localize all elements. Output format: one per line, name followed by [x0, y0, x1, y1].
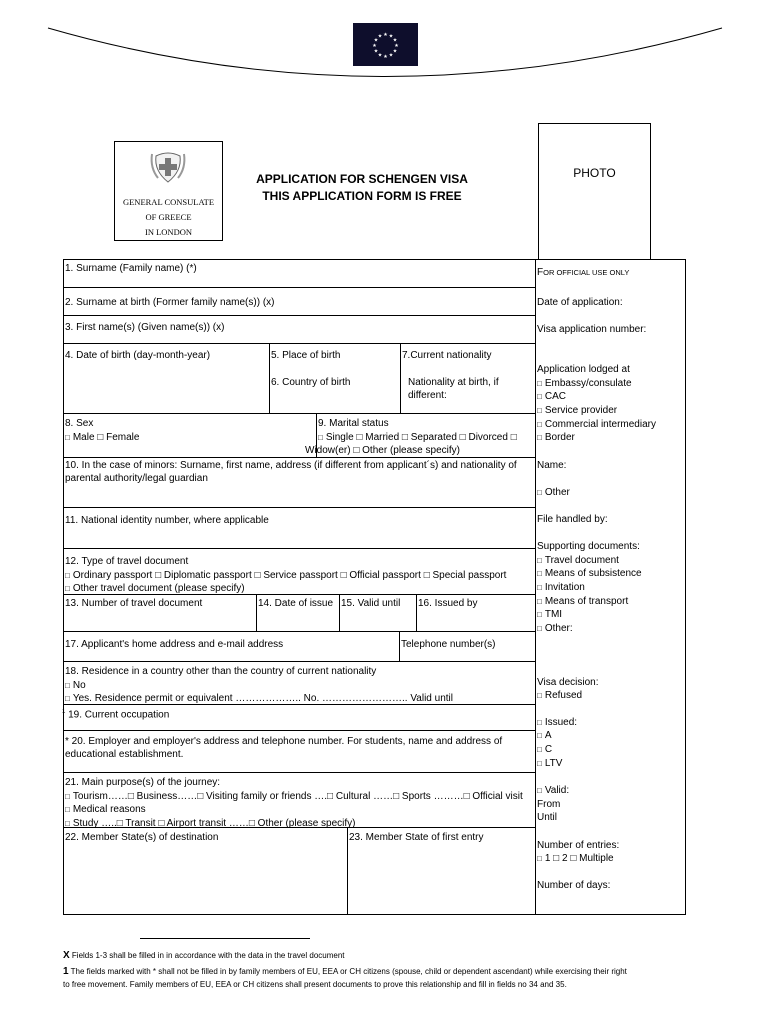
field-marital-status-label: 9. Marital status — [318, 418, 389, 429]
field-residence-yes[interactable]: □ Yes. Residence permit or equivalent ……………….. No. …………………….. Valid until — [65, 693, 453, 704]
field-travel-doc-options-1[interactable]: □ Ordinary passport □ Diplomatic passport □ Service passport □ Official passport □ Special passport — [65, 570, 507, 581]
official-issued[interactable]: □ Issued: — [537, 717, 578, 728]
consulate-line-3: IN LONDON — [145, 227, 192, 237]
field-home-address-label: 17. Applicant's home address and e-mail address — [65, 639, 284, 650]
svg-text:★: ★ — [377, 33, 383, 40]
official-entries-options[interactable]: □ 1 □ 2 □ Multiple — [537, 853, 614, 864]
consulate-logo-box — [114, 141, 223, 241]
field-nationality-at-birth-label: Nationality at birth, if — [408, 377, 499, 388]
field-travel-doc-type-label: 12. Type of travel document — [65, 556, 189, 567]
field-national-id-label: 11. National identity number, where applicable — [65, 515, 269, 526]
field-travel-doc-number-label: 13. Number of travel document — [65, 598, 203, 609]
official-number-of-entries: Number of entries: — [537, 840, 620, 851]
photo-label: PHOTO — [573, 166, 616, 180]
official-support-transport[interactable]: □ Means of transport — [537, 596, 629, 607]
field-sex-options[interactable]: □ Male □ Female — [65, 432, 140, 443]
checkbox-ordinary-passport[interactable]: □ — [65, 571, 70, 580]
official-visa-decision: Visa decision: — [537, 677, 599, 688]
official-file-handled: File handled by: — [537, 514, 608, 525]
official-issued-a[interactable]: □ A — [537, 730, 552, 741]
official-date-of-application: Date of application: — [537, 297, 623, 308]
footnote-1: 1 The fields marked with * shall not be filled in by family members of EU, EEA or CH citizens (spouse, child or dependent ascendant) while exercising their right to free movement. Family members of EU, EEA or CH citizens shall present documents to prove this relationship and fill in fields no 34 and 35. — [63, 966, 627, 989]
official-until: Until — [537, 812, 558, 823]
field-purpose-options-1[interactable]: □ Tourism……□ Business……□ Visiting family or friends ….□ Cultural ……□ Sports ………□ Official visit — [65, 791, 523, 802]
field-first-names-label: 3. First name(s) (Given name(s)) (x) — [65, 322, 225, 333]
svg-text:★: ★ — [392, 48, 398, 55]
official-support-other[interactable]: □ Other: — [537, 623, 573, 634]
official-lodged-cac[interactable]: □ CAC — [537, 391, 566, 402]
field-surname-label: 1. Surname (Family name) (*) — [65, 263, 197, 274]
svg-text:★: ★ — [373, 48, 379, 55]
field-purpose-options-2[interactable]: □ Medical reasons — [65, 804, 146, 815]
checkbox-single[interactable]: □ — [318, 433, 323, 442]
footnote-x: X Fields 1-3 shall be filled in in accordance with the data in the travel document — [63, 950, 345, 961]
official-issued-ltv[interactable]: □ LTV — [537, 758, 563, 769]
official-support-travel-doc[interactable]: □ Travel document — [537, 555, 619, 566]
field-nationality-at-birth-label-2: different: — [408, 390, 447, 401]
field-marital-options-2[interactable]: Widow(er) □ Other (please specify) — [305, 445, 460, 456]
field-residence-label: 18. Residence in a country other than the country of current nationality — [65, 666, 377, 677]
checkbox-medical[interactable]: □ — [65, 805, 70, 814]
official-lodged-embassy[interactable]: □ Embassy/consulate — [537, 378, 632, 389]
field-travel-doc-options-2[interactable]: □ Other travel document (please specify) — [65, 583, 245, 594]
field-issued-by-label: 16. Issued by — [418, 598, 478, 609]
svg-text:★: ★ — [373, 37, 379, 44]
official-valid[interactable]: □ Valid: — [537, 785, 570, 796]
photo-box — [538, 123, 651, 260]
checkbox-male[interactable]: □ — [65, 433, 70, 442]
official-issued-c[interactable]: □ C — [537, 744, 553, 755]
official-from: From — [537, 799, 561, 810]
official-other[interactable]: □ Other — [537, 487, 570, 498]
field-employer-label: * 20. Employer and employer's address and telephone number. For students, name and address of — [65, 736, 503, 747]
official-support-invitation[interactable]: □ Invitation — [537, 582, 585, 593]
field-minors-label: 10. In the case of minors: Surname, first name, address (if different from applicant´s) and nationality of — [65, 460, 517, 471]
field-telephone-label: Telephone number(s) — [401, 639, 496, 650]
official-lodged-service-provider[interactable]: □ Service provider — [537, 405, 618, 416]
official-support-tmi[interactable]: □ TMI — [537, 609, 563, 620]
field-sex-label: 8. Sex — [65, 418, 94, 429]
svg-text:★: ★ — [377, 52, 383, 59]
greek-coat-of-arms-icon — [148, 146, 188, 186]
checkbox-other-travel-doc[interactable]: □ — [65, 584, 70, 593]
field-valid-until-label: 15. Valid until — [341, 598, 401, 609]
eu-flag — [353, 23, 418, 66]
official-support-means[interactable]: □ Means of subsistence — [537, 568, 642, 579]
official-visa-app-number: Visa application number: — [537, 324, 647, 335]
checkbox-tourism[interactable]: □ — [65, 792, 70, 801]
field-date-of-issue-label: 14. Date of issue — [258, 598, 334, 609]
official-lodged-label: Application lodged at — [537, 364, 630, 375]
field-marital-options-1[interactable]: □ Single □ Married □ Separated □ Divorced □ — [318, 432, 517, 443]
official-lodged-commercial[interactable]: □ Commercial intermediary — [537, 419, 656, 430]
field-current-nationality-label: 7.Current nationality — [402, 350, 492, 361]
svg-text:★: ★ — [392, 37, 398, 44]
field-purpose-label: 21. Main purpose(s) of the journey: — [65, 777, 221, 788]
field-occupation-label: $^1$ 19. Current occupation — [62, 709, 170, 721]
official-lodged-border[interactable]: □ Border — [537, 432, 575, 443]
field-employer-label-2: educational establishment. — [65, 749, 184, 760]
form-subtitle: THIS APPLICATION FORM IS FREE — [262, 189, 462, 203]
field-first-entry-label: 23. Member State of first entry — [349, 832, 484, 843]
checkbox-residence-yes[interactable]: □ — [65, 694, 70, 703]
svg-text:★: ★ — [372, 43, 377, 49]
field-country-of-birth-label: 6. Country of birth — [271, 377, 351, 388]
official-number-of-days: Number of days: — [537, 880, 611, 891]
checkbox-study[interactable]: □ — [65, 819, 70, 828]
official-refused[interactable]: □ Refused — [537, 690, 583, 701]
svg-text:★: ★ — [388, 52, 394, 59]
official-use-heading: FOR OFFICIAL USE ONLY — [537, 267, 630, 278]
eu-stars-icon — [353, 23, 418, 66]
official-name: Name: — [537, 460, 567, 471]
field-purpose-options-3[interactable]: □ Study …..□ Transit □ Airport transit ……□ Other (please specify) — [65, 818, 356, 829]
svg-text:★: ★ — [394, 43, 399, 49]
checkbox-residence-no[interactable]: □ — [65, 681, 70, 690]
svg-text:★: ★ — [383, 32, 388, 38]
svg-text:★: ★ — [388, 33, 394, 40]
consulate-line-1: GENERAL CONSULATE — [122, 197, 215, 207]
field-date-of-birth-label: 4. Date of birth (day-month-year) — [65, 350, 211, 361]
field-place-of-birth-label: 5. Place of birth — [271, 350, 341, 361]
field-surname-at-birth-label: 2. Surname at birth (Former family name(s)) (x) — [65, 297, 275, 308]
field-minors-label-2: parental authority/legal guardian — [65, 473, 208, 484]
consulate-line-2: OF GREECE — [145, 212, 192, 222]
field-residence-no[interactable]: □ No — [65, 680, 86, 691]
svg-text:★: ★ — [383, 54, 388, 60]
field-destination-label: 22. Member State(s) of destination — [65, 832, 219, 843]
form-title: APPLICATION FOR SCHENGEN VISA — [256, 172, 468, 186]
official-supporting-docs: Supporting documents: — [537, 541, 640, 552]
